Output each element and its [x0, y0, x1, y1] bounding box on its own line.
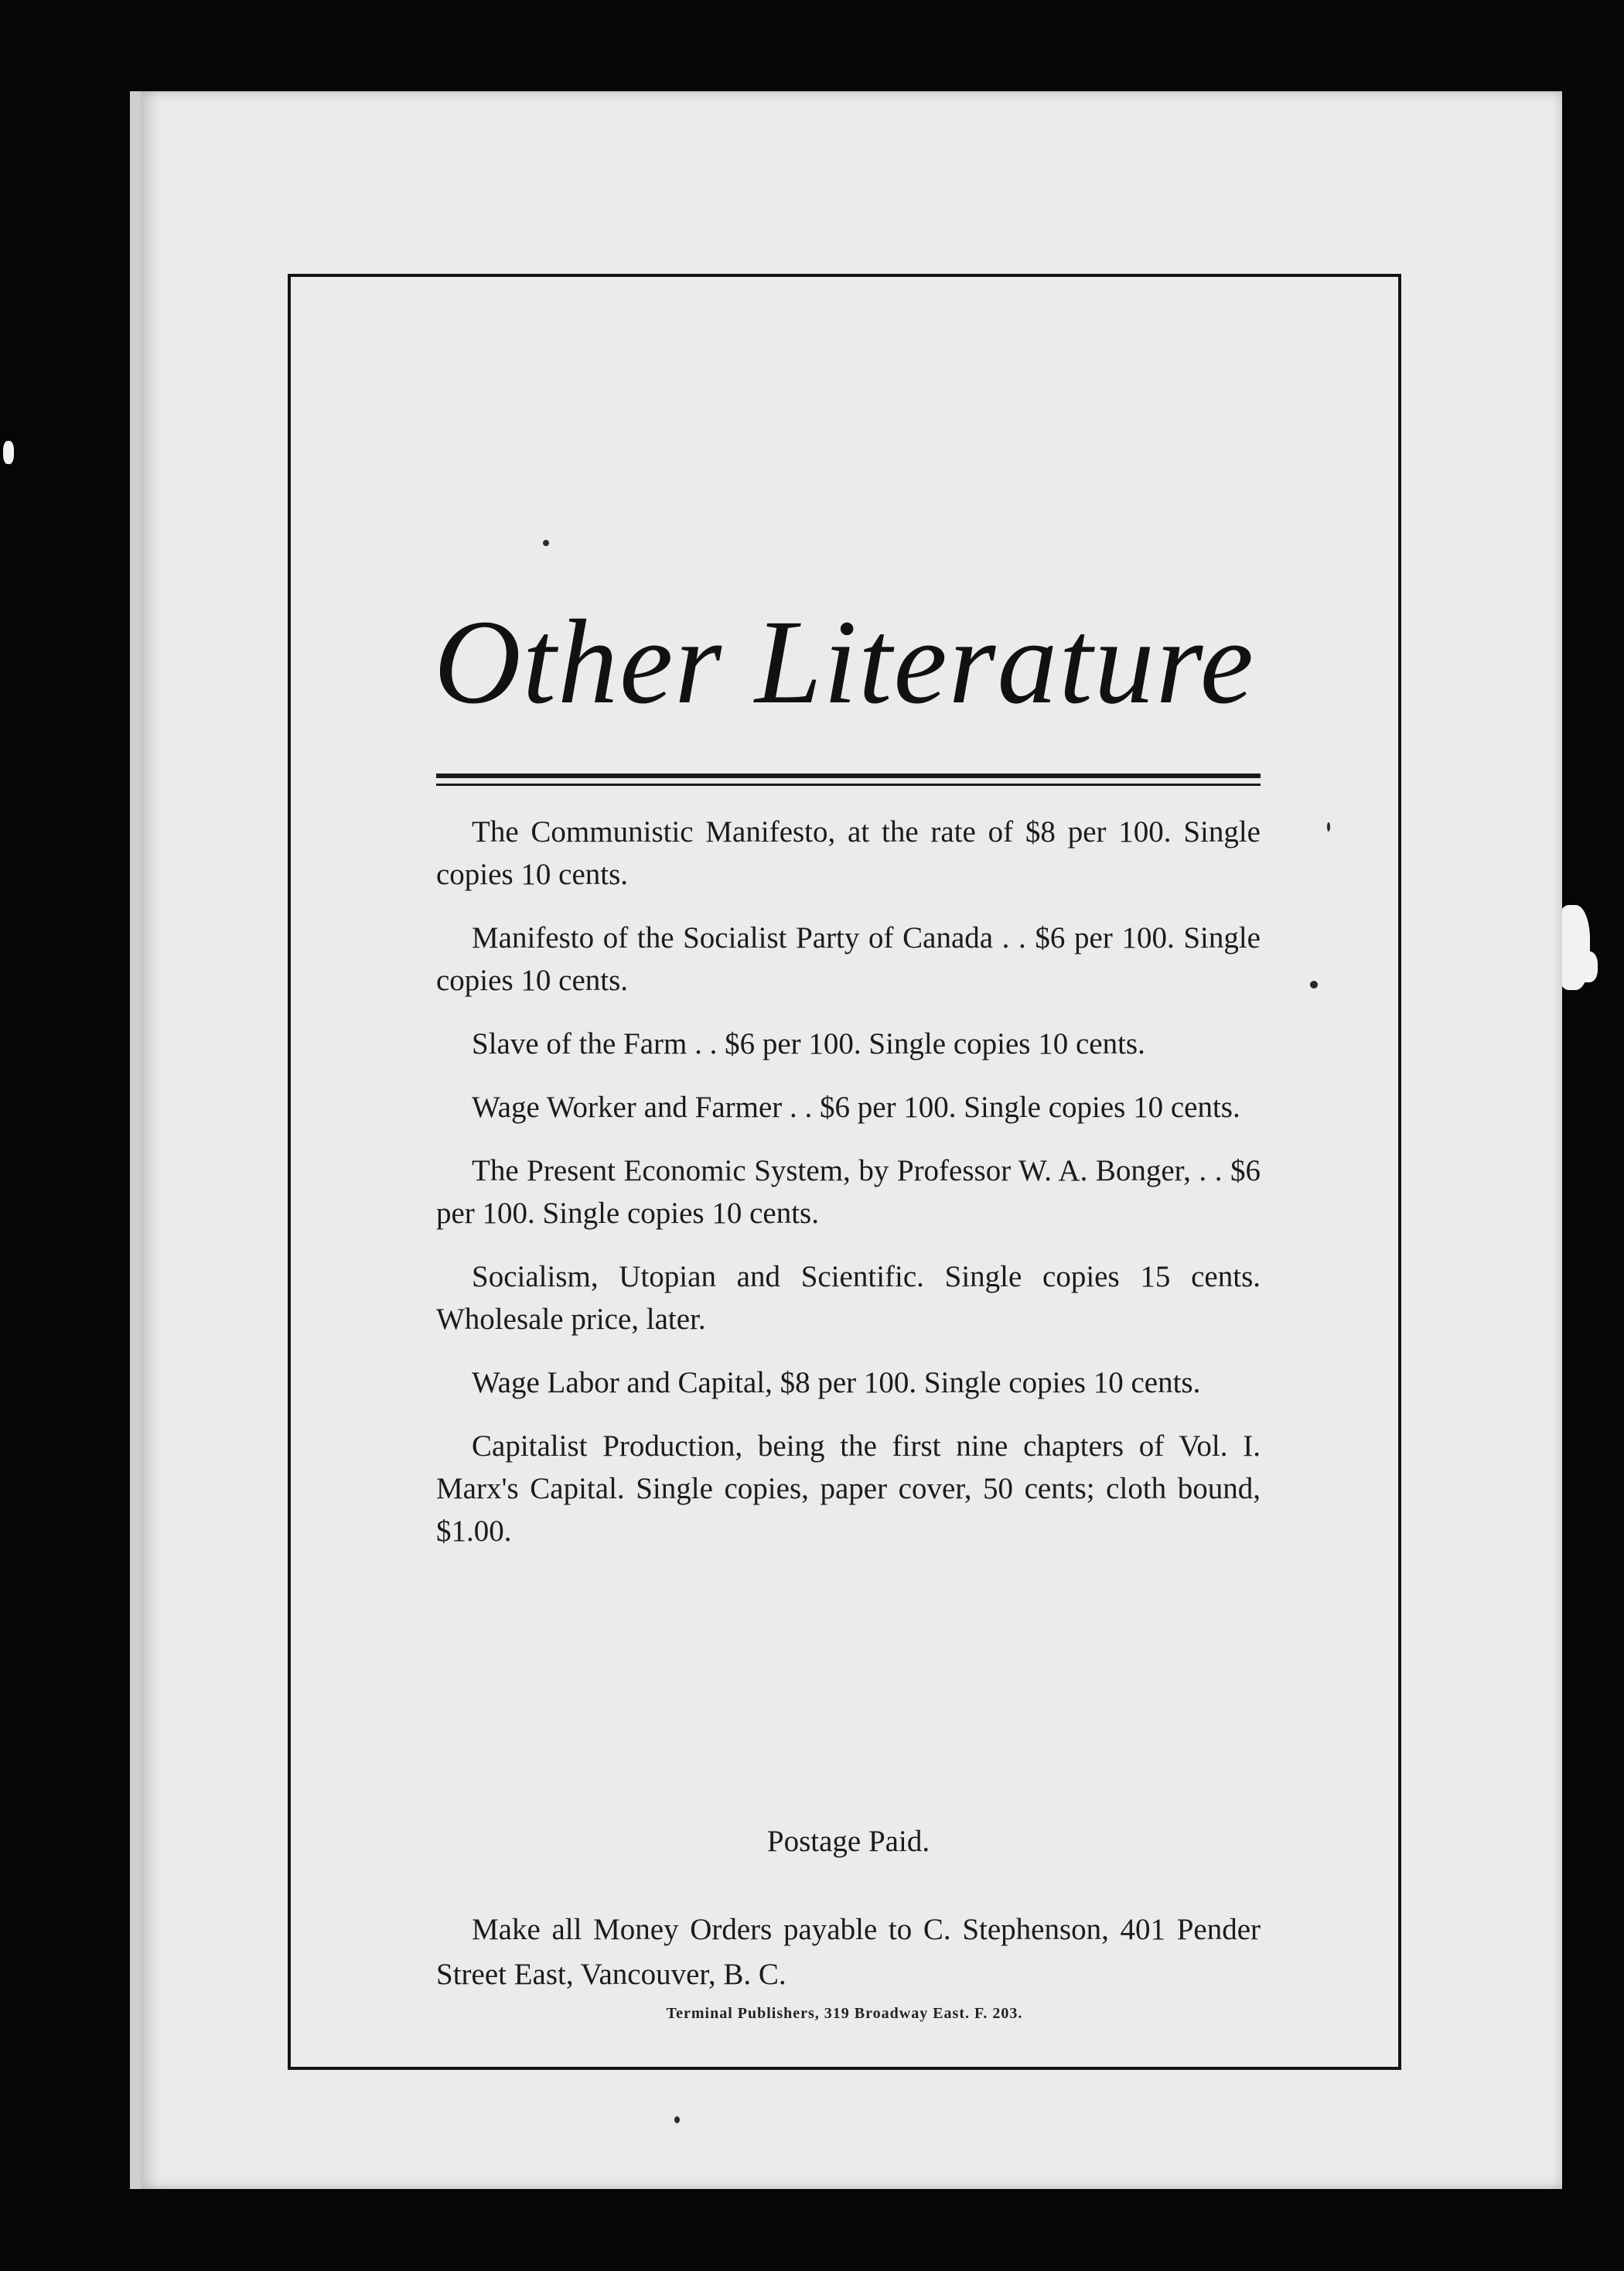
list-item: The Communistic Manifesto, at the rate of $8 per 100. Single copies 10 cents. — [436, 815, 1261, 891]
money-order-instructions: Make all Money Orders payable to C. Stephenson, 401 Pender Street East, Vancouver, B. C. — [436, 1913, 1261, 1991]
list-item: Wage Labor and Capital, $8 per 100. Single copies 10 cents. — [472, 1366, 1201, 1399]
title-double-rule — [436, 774, 1261, 786]
ink-speck — [543, 540, 549, 546]
list-item: Manifesto of the Socialist Party of Canada . . $6 per 100. Single copies 10 cents. — [436, 921, 1261, 997]
list-item: Capitalist Production, being the first nine chapters of Vol. I. Marx's Capital. Single copies, paper cover, 50 cents; cloth bound, $1.00. — [436, 1429, 1261, 1548]
film-damage-spot — [1578, 951, 1598, 982]
list-item: Slave of the Farm . . $6 per 100. Single copies 10 cents. — [472, 1027, 1145, 1060]
postage-note: Postage Paid. — [766, 1825, 930, 1858]
list-item: Wage Worker and Farmer . . $6 per 100. Single copies 10 cents. — [472, 1091, 1240, 1124]
page-border-frame — [288, 274, 1401, 2070]
ink-speck — [674, 2116, 680, 2123]
list-item: Socialism, Utopian and Scientific. Single copies 15 cents. Wholesale price, later. — [436, 1260, 1261, 1336]
literature-list — [436, 811, 1261, 1573]
page-title: Other Literature — [434, 595, 1255, 729]
paper-sheet — [130, 91, 1562, 2189]
ink-speck — [1327, 822, 1330, 832]
list-item: The Present Economic System, by Professor W. A. Bonger, . . $6 per 100. Single copies 10 cents. — [436, 1154, 1261, 1230]
ink-speck — [1310, 981, 1318, 989]
printer-imprint: Terminal Publishers, 319 Broadway East. F. 203. — [666, 2005, 1023, 2022]
film-damage-spot — [3, 441, 14, 464]
